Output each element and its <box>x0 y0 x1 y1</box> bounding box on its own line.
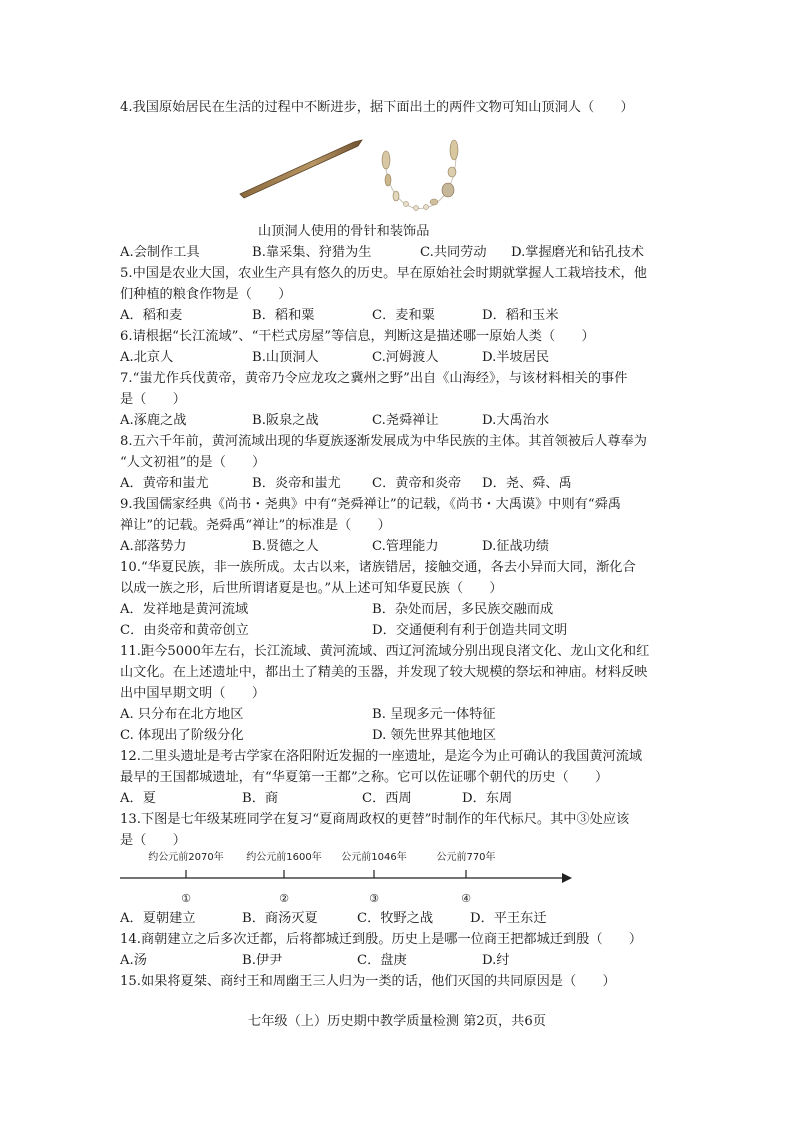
q10-option-a: A．发祥地是黄河流域 <box>120 602 249 617</box>
q5-stem-line2: 们种植的粮食作物是（ ） <box>120 287 292 302</box>
q13-option-a: A．夏朝建立 <box>120 911 196 926</box>
q8-stem-line1: 8.五六千年前，黄河流域出现的华夏族逐渐发展成为中华民族的主体。其首领被后人尊奉为 <box>120 434 647 449</box>
q9-option-a: A.部落势力 <box>120 539 187 554</box>
q7-stem-line2: 是（ ） <box>120 392 186 407</box>
q14-option-c: C．盘庚 <box>357 953 407 968</box>
q6-option-c: C.河姆渡人 <box>372 350 439 365</box>
q14-stem: 14.商朝建立之后多次迁都，后将都城迁到殷。历史上是哪一位商王把都城迁到殷（ ） <box>120 932 643 947</box>
q13-option-c: C．牧野之战 <box>357 911 434 926</box>
q5-option-d: D．稻和玉米 <box>482 308 559 323</box>
q4-option-a: A.会制作工具 <box>120 245 200 260</box>
q4-option-d: D.掌握磨光和钻孔技术 <box>511 245 644 260</box>
timeline-mark-1: ① <box>181 892 191 905</box>
q9-option-b: B.贤德之人 <box>252 539 319 554</box>
q12-option-a: A．夏 <box>120 791 156 806</box>
q11-stem-line2: 山文化。在上述遗址中，都出土了精美的玉器，并发现了较大规模的祭坛和神庙。材料反映 <box>120 665 648 680</box>
q15-stem: 15.如果将夏桀、商纣王和周幽王三人归为一类的话，他们灭国的共同原因是（ ） <box>120 974 616 989</box>
q4-image-caption: 山顶洞人使用的骨针和装饰品 <box>258 224 430 239</box>
timeline-mark-4: ④ <box>461 892 471 905</box>
timeline-label-2: 约公元前1600年 <box>246 852 322 863</box>
q12-stem-line1: 12.二里头遗址是考古学家在洛阳附近发掘的一座遗址，是迄今为止可确认的我国黄河流域 <box>120 749 643 764</box>
timeline-label-4: 公元前770年 <box>436 852 496 863</box>
q12-option-b: B．商 <box>242 791 279 806</box>
q5-option-c: C．麦和粟 <box>372 308 435 323</box>
q8-stem-line2: “人文初祖”的是（ ） <box>120 455 266 470</box>
q6-option-b: B.山顶洞人 <box>252 350 319 365</box>
q11-option-b: B. 呈现多元一体特征 <box>372 707 496 722</box>
q13-timeline-diagram <box>118 846 578 910</box>
q11-stem-line1: 11.距今5000年左右，长江流域、黄河流域、西辽河流域分别出现良渚文化、龙山文化和红 <box>120 644 650 659</box>
q10-stem-line2: 以成一族之形，后世所谓诸夏是也。”从上述可知华夏民族（ ） <box>120 581 503 596</box>
q7-option-d: D.大禹治水 <box>482 413 550 428</box>
q10-stem-line1: 10.“华夏民族，非一族所成。太古以来，诸族错居，接触交通，各去小异而大同，渐化合 <box>120 560 636 575</box>
q12-option-c: C．西周 <box>362 791 412 806</box>
q13-option-d: D．平王东迁 <box>470 911 547 926</box>
q6-stem: 6.请根据“长江流域”、“干栏式房屋”等信息，判断这是描述哪一原始人类（ ） <box>120 329 595 344</box>
q5-stem-line1: 5.中国是农业大国，农业生产具有悠久的历史。早在原始社会时期就掌握人工栽培技术，他 <box>120 266 647 281</box>
q4-option-b: B.靠采集、狩猎为生 <box>252 245 372 260</box>
q11-option-c: C. 体现出了阶级分化 <box>120 728 244 743</box>
q8-option-a: A．黄帝和蚩尤 <box>120 476 209 491</box>
q9-option-d: D.征战功绩 <box>482 539 550 554</box>
q5-option-b: B．稻和粟 <box>252 308 315 323</box>
q5-option-a: A．稻和麦 <box>120 308 183 323</box>
q13-stem-line1: 13.下图是七年级某班同学在复习“夏商周政权的更替”时制作的年代标尺。其中③处应该 <box>120 812 630 827</box>
q9-stem-line2: 禅让”的记载。尧舜禹“禅让”的标准是（ ） <box>120 518 391 533</box>
bone-needle-and-ornaments-image <box>236 128 476 220</box>
q7-stem-line1: 7.“蚩尤作兵伐黄帝，黄帝乃令应龙攻之冀州之野”出自《山海经》，与该材料相关的事件 <box>120 371 628 386</box>
q13-option-b: B．商汤灭夏 <box>242 911 318 926</box>
timeline-arrow-icon <box>562 873 572 883</box>
q8-option-d: D．尧、舜、禹 <box>482 476 572 491</box>
q7-option-c: C.尧舜禅让 <box>372 413 439 428</box>
q7-option-a: A.涿鹿之战 <box>120 413 187 428</box>
q7-option-b: B.阪泉之战 <box>252 413 319 428</box>
timeline-mark-2: ② <box>279 892 289 905</box>
q10-option-c: C．由炎帝和黄帝创立 <box>120 623 249 638</box>
q6-option-a: A.北京人 <box>120 350 174 365</box>
q8-option-b: B．炎帝和蚩尤 <box>252 476 341 491</box>
timeline-mark-3: ③ <box>369 892 379 905</box>
q10-option-b: B．杂处而居，多民族交融而成 <box>372 602 554 617</box>
q12-option-d: D．东周 <box>462 791 513 806</box>
q11-option-d: D. 领先世界其他地区 <box>372 728 496 743</box>
timeline-label-1: 约公元前2070年 <box>148 852 224 863</box>
q9-option-c: C.管理能力 <box>372 539 439 554</box>
timeline-label-3: 公元前1046年 <box>341 852 407 863</box>
q4-option-c: C.共同劳动 <box>420 245 487 260</box>
q10-option-d: D．交通便利有利于创造共同文明 <box>372 623 568 638</box>
q14-option-a: A.汤 <box>120 953 147 968</box>
q4-stem: 4.我国原始居民在生活的过程中不断进步，据下面出土的两件文物可知山顶洞人（ ） <box>120 100 634 115</box>
q14-option-b: B.伊尹 <box>242 953 283 968</box>
q8-option-c: C．黄帝和炎帝 <box>372 476 462 491</box>
q13-stem-line2: 是（ ） <box>120 833 186 848</box>
page-footer: 七年级（上）历史期中教学质量检测 第2页，共6页 <box>248 1014 546 1029</box>
q11-stem-line3: 出中国早期文明（ ） <box>120 686 266 701</box>
q6-option-d: D.半坡居民 <box>482 350 550 365</box>
q11-option-a: A. 只分布在北方地区 <box>120 707 244 722</box>
q14-option-d: D.纣 <box>482 953 510 968</box>
q12-stem-line2: 最早的王国都城遗址，有“华夏第一王都”之称。它可以佐证哪个朝代的历史（ ） <box>120 770 609 785</box>
q9-stem-line1: 9.我国儒家经典《尚书・尧典》中有“尧舜禅让”的记载，《尚书・大禹谟》中则有“舜禹 <box>120 497 621 512</box>
